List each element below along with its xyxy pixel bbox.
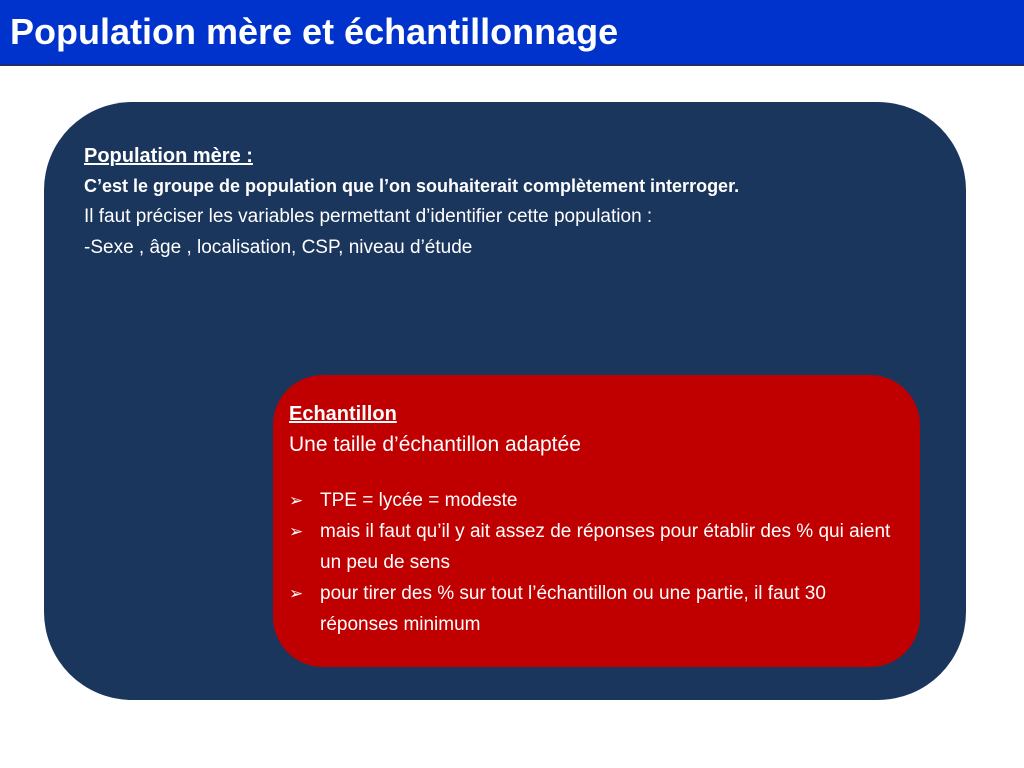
bullet-text: TPE = lycée = modeste bbox=[320, 490, 518, 511]
arrow-bullet-icon: ➢ bbox=[289, 491, 304, 510]
population-mere-line: -Sexe , âge , localisation, CSP, niveau d’étude bbox=[84, 237, 473, 258]
arrow-bullet-icon: ➢ bbox=[289, 522, 304, 541]
title-bar bbox=[0, 0, 1024, 66]
population-mere-content bbox=[84, 141, 944, 263]
echantillon-subtitle: Une taille d’échantillon adaptée bbox=[289, 433, 581, 456]
arrow-bullet-icon: ➢ bbox=[289, 584, 304, 603]
population-mere-heading: Population mère : bbox=[84, 145, 253, 167]
bullet-item bbox=[289, 485, 909, 516]
echantillon-content bbox=[289, 399, 909, 640]
spacer bbox=[289, 460, 909, 485]
bullet-text: mais il faut qu’il y ait assez de réponses pour établir des % qui aient un peu de sens bbox=[320, 521, 891, 573]
slide-title: Population mère et échantillonnage bbox=[10, 11, 619, 52]
population-mere-line: Il faut préciser les variables permettant d’identifier cette population : bbox=[84, 206, 653, 227]
bullet-item bbox=[289, 516, 909, 578]
bullet-text: pour tirer des % sur tout l’échantillon ou une partie, il faut 30 réponses minimum bbox=[320, 583, 826, 635]
bullet-item bbox=[289, 578, 909, 640]
echantillon-heading: Echantillon bbox=[289, 403, 397, 425]
echantillon-bullet-list bbox=[289, 485, 909, 640]
population-mere-definition: C’est le groupe de population que l’on souhaiterait complètement interroger. bbox=[84, 176, 740, 196]
